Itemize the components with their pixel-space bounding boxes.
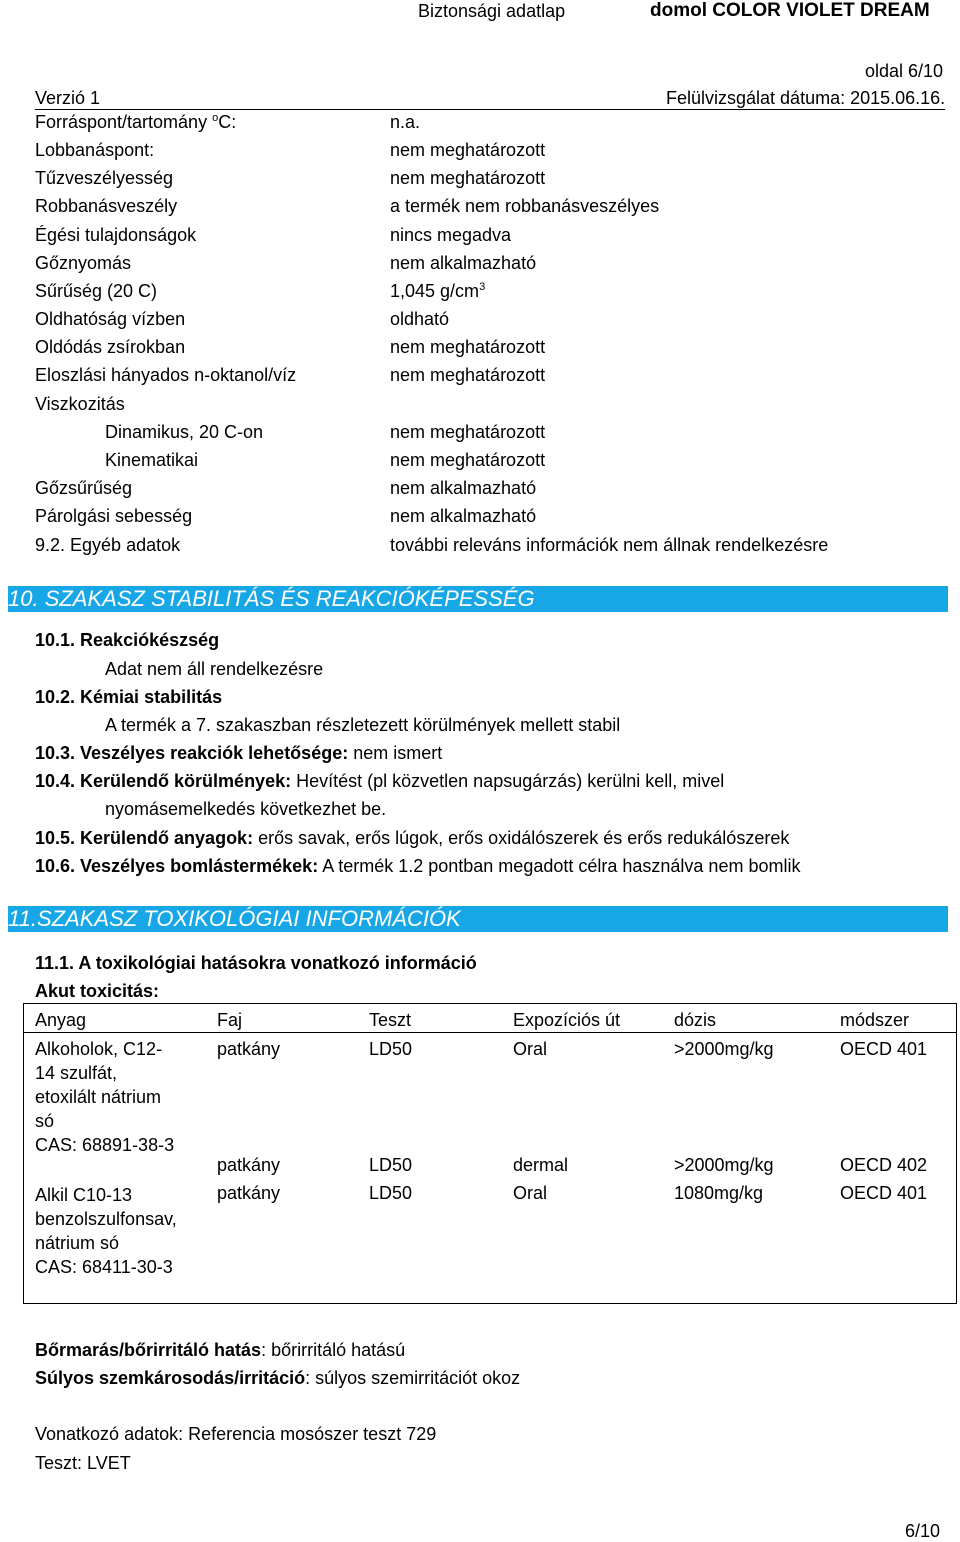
substance-cell: Alkoholok, C12- 14 szulfát, etoxilált nátrium só CAS: 68891-38-3 (35, 1039, 175, 1155)
property-label: Oldhatóság vízben (35, 309, 186, 329)
table-cell: 1080mg/kg (674, 1183, 764, 1203)
column-header: Teszt (369, 1004, 513, 1033)
column-header: Faj (217, 1004, 369, 1033)
toxicity-table (23, 1003, 957, 1304)
eye-damage-line: Súlyos szemkárosodás/irritáció: súlyos szemirritációt okoz (35, 1368, 521, 1388)
reference-data: Vonatkozó adatok: Referencia mosószer teszt 729 (35, 1424, 437, 1444)
subsection-title: 10.1. Reakciókészség (35, 630, 220, 650)
subsection-line: 10.5. Kerülendő anyagok: erős savak, erős lúgok, erős oxidálószerek és erős redukálószerek (35, 828, 790, 848)
property-label: Gőznyomás (35, 253, 132, 273)
table-cell: >2000mg/kg (674, 1039, 774, 1059)
property-value: nem meghatározott (390, 365, 546, 385)
substance-cell: Alkil C10-13 benzolszulfonsav, nátrium só CAS: 68411-30-3 (35, 1185, 177, 1277)
column-header: Expozíciós út (513, 1004, 674, 1033)
header-rule (35, 109, 945, 110)
table-cell: OECD 401 (840, 1039, 928, 1059)
product-name: domol COLOR VIOLET DREAM (650, 0, 930, 21)
table-cell: patkány (217, 1155, 281, 1175)
subsection-title: 11.1. A toxikológiai hatásokra vonatkozó információ (35, 953, 477, 973)
table-header-row (24, 1004, 957, 1033)
subsection-line: 10.6. Veszélyes bomlástermékek: A termék 1.2 pontban megadott célra használva nem bomlik (35, 856, 801, 876)
table-cell: LD50 (369, 1039, 413, 1059)
revision-date: Felülvizsgálat dátuma: 2015.06.16. (666, 88, 946, 108)
document-type: Biztonsági adatlap (418, 1, 566, 21)
page-number-top: oldal 6/10 (865, 61, 944, 81)
property-value: nem alkalmazható (390, 253, 537, 273)
property-label: Oldódás zsírokban (35, 337, 186, 357)
test-name: Teszt: LVET (35, 1453, 131, 1473)
table-cell: LD50 (369, 1183, 413, 1203)
subsection-text: A termék a 7. szakaszban részletezett körülmények mellett stabil (105, 715, 621, 735)
column-header: Anyag (24, 1004, 218, 1033)
property-value: nem meghatározott (390, 140, 546, 160)
column-header: módszer (840, 1004, 957, 1033)
table-cell: patkány (217, 1039, 281, 1059)
table-cell: dermal (513, 1155, 569, 1175)
property-value: nem alkalmazható (390, 506, 537, 526)
property-value: további releváns információk nem állnak rendelkezésre (390, 535, 829, 555)
property-label: Sűrűség (20 C) (35, 281, 158, 301)
property-label: Kinematikai (105, 450, 199, 470)
property-value: nem meghatározott (390, 450, 546, 470)
property-value: nem alkalmazható (390, 478, 537, 498)
property-value: 1,045 $g/cm^3$ (390, 281, 486, 301)
version: Verzió 1 (35, 88, 101, 108)
table-cell: Oral (513, 1183, 548, 1203)
property-label: Tűzveszélyesség (35, 168, 174, 188)
table-cell: Oral (513, 1039, 548, 1059)
subsection-text: Adat nem áll rendelkezésre (105, 659, 324, 679)
section-11-heading: 11.SZAKASZ TOXIKOLÓGIAI INFORMÁCIÓK (8, 906, 948, 932)
table-cell: LD50 (369, 1155, 413, 1175)
subsection-title: 10.2. Kémiai stabilitás (35, 687, 223, 707)
property-label: Gőzsűrűség (35, 478, 133, 498)
property-label: Robbanásveszély (35, 196, 178, 216)
table-cell: OECD 402 (840, 1155, 928, 1175)
property-value: nem meghatározott (390, 422, 546, 442)
property-label: Dinamikus, 20 C-on (105, 422, 264, 442)
property-label: Forráspont/tartomány $^o$C: (35, 112, 237, 132)
table-cell: OECD 401 (840, 1183, 928, 1203)
property-label: Eloszlási hányados n-oktanol/víz (35, 365, 297, 385)
property-label: Égési tulajdonságok (35, 225, 197, 245)
table-cell: >2000mg/kg (674, 1155, 774, 1175)
property-value: nem meghatározott (390, 337, 546, 357)
property-value: nincs megadva (390, 225, 512, 245)
property-label: Párolgási sebesség (35, 506, 193, 526)
property-label: Viszkozitás (35, 394, 125, 414)
acute-toxicity-label: Akut toxicitás: (35, 981, 160, 1001)
property-value: n.a. (390, 112, 421, 132)
table-row (24, 1181, 957, 1304)
table-row (24, 1033, 957, 1154)
subsection-text: nyomásemelkedés következhet be. (105, 799, 387, 819)
property-label: 9.2. Egyéb adatok (35, 535, 181, 555)
column-header: dózis (674, 1004, 840, 1033)
subsection-line: 10.3. Veszélyes reakciók lehetősége: nem ismert (35, 743, 443, 763)
page-number-footer: 6/10 (905, 1521, 941, 1541)
subsection-line: 10.4. Kerülendő körülmények: Hevítést (pl közvetlen napsugárzás) kerülni kell, mivel (35, 771, 725, 791)
property-label: Lobbanáspont: (35, 140, 155, 160)
table-cell: patkány (217, 1183, 281, 1203)
property-value: a termék nem robbanásveszélyes (390, 196, 660, 216)
skin-corrosion-line: Bőrmarás/bőrirritáló hatás: bőrirritáló hatású (35, 1340, 406, 1360)
property-value: nem meghatározott (390, 168, 546, 188)
section-10-heading: 10. SZAKASZ STABILITÁS ÉS REAKCIÓKÉPESSÉG (8, 586, 948, 612)
property-value: oldható (390, 309, 450, 329)
